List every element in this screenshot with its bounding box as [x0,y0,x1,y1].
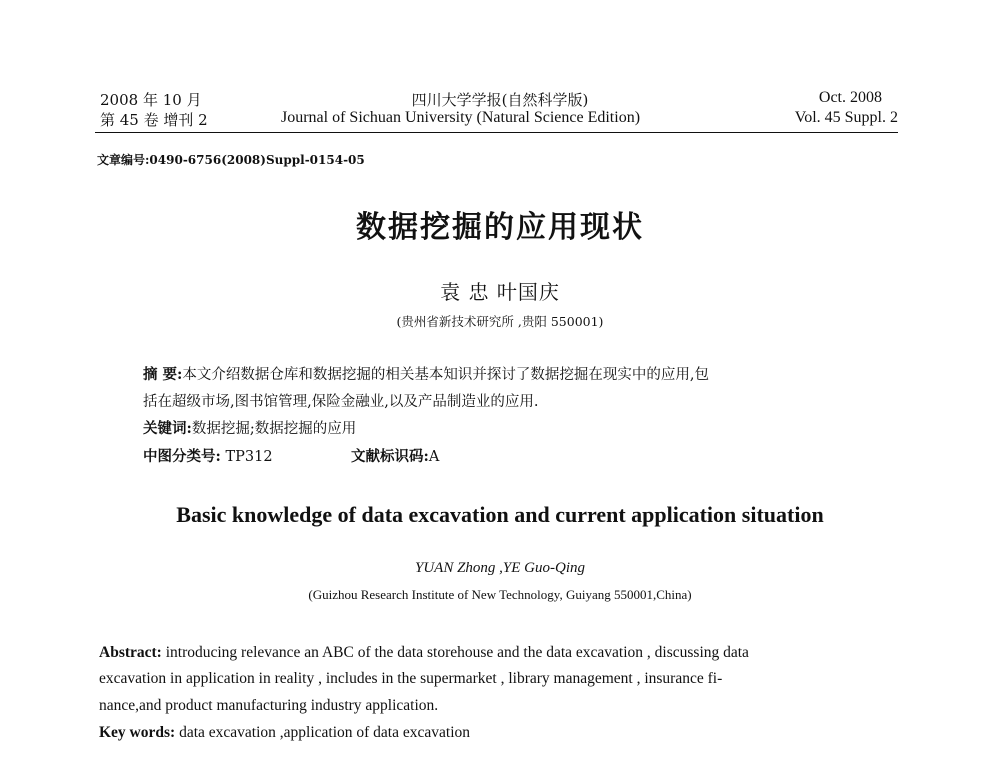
abstract-en-line1 [99,644,749,662]
article-number: 文章编号:0490-6756(2008)Suppl-0154-05 [97,153,365,167]
abstract-cn-line2: 括在超级市场,图书馆管理,保险金融业,以及产品制造业的应用. [143,394,539,410]
abstract-en-text1: introducing relevance an ABC of the data storehouse and the data excavation , discussing data [161,644,749,661]
affiliation-cn: (贵州省新技术研究所 ,贵阳 550001) [396,314,604,329]
authors-en: YUAN Zhong ,YE Guo-Qing [414,560,586,576]
keywords-cn-label: 关键词: [143,420,192,437]
document-code-value: A [428,449,440,465]
document-code-label: 文献标识码: [351,448,429,465]
keywords-en-text: data excavation ,application of data excavation [175,724,470,741]
classification-label: 中图分类号: [143,448,221,465]
keywords-cn-text: 数据挖掘;数据挖掘的应用 [191,421,357,437]
authors-cn: 袁 忠 叶国庆 [440,280,560,304]
classification [143,445,273,466]
header-volume-cn: 第 45 卷 增刊 2 [100,111,208,129]
abstract-en-label: Abstract: [99,644,162,661]
header-date-en: Oct. 2008 [818,89,882,106]
keywords-en [99,724,470,742]
classification-value: TP312 [220,449,273,465]
header-journal-cn: 四川大学学报(自然科学版) [411,91,589,109]
keywords-cn [143,417,356,438]
abstract-en-line3: nance,and product manufacturing industry application. [99,697,439,714]
header-journal-en: Journal of Sichuan University (Natural Science Edition) [281,109,641,126]
keywords-en-label: Key words: [99,724,176,741]
document-code [351,445,439,466]
title-cn: 数据挖掘的应用现状 [356,210,644,245]
affiliation-en: (Guizhou Research Institute of New Technology, Guiyang 550001,China) [308,587,692,602]
title-en: Basic knowledge of data excavation and current application situation [176,502,824,527]
abstract-en-line2: excavation in application in reality , includes in the supermarket , library management , insurance fi- [99,670,723,687]
abstract-cn-label: 摘 要: [143,366,183,383]
abstract-cn-text1: 本文介绍数据仓库和数据挖掘的相关基本知识并探讨了数据挖掘在现实中的应用,包 [182,367,710,383]
header-volume-en: Vol. 45 Suppl. 2 [794,109,898,126]
header-date-cn: 2008 年 10 月 [100,91,202,109]
abstract-cn-line1 [143,363,709,384]
header-rule [95,132,898,133]
